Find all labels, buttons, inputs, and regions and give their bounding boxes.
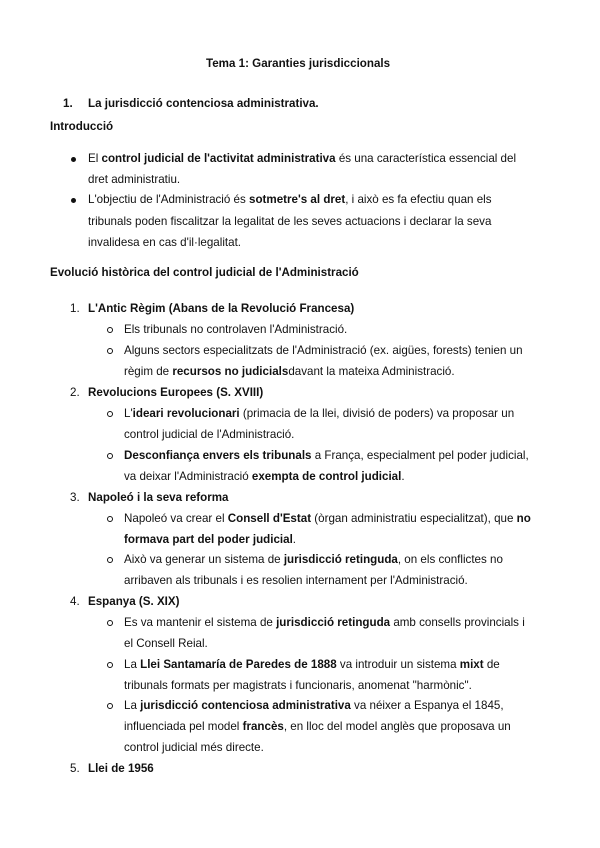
intro-bullet-2-line3: invalidesa en cas d'il·legalitat.: [88, 236, 242, 249]
sub-item: Alguns sectors especialitzats de l'Administració (ex. aigües, forests) tenien un: [124, 344, 523, 357]
sub-item-line2: règim de recursos no judicialsdavant la mateixa Administració.: [124, 365, 455, 378]
list-number: 2.: [70, 386, 80, 399]
section-heading: La jurisdicció contenciosa administrativa.: [88, 97, 319, 110]
sub-item-line3: control judicial més directe.: [124, 741, 264, 754]
sub-item-line2: formava part del poder judicial.: [124, 533, 297, 546]
intro-bullet-2: L'objectiu de l'Administració és sotmetre's al dret, i això es fa efectiu quan els: [88, 193, 492, 206]
list-item-title: Napoleó i la seva reforma: [88, 491, 229, 504]
sub-item: La jurisdicció contenciosa administrativa va néixer a Espanya el 1845,: [124, 699, 504, 712]
intro-label: Introducció: [50, 120, 114, 133]
sub-item-line2: influenciada pel model francès, en lloc del model anglès que proposava un: [124, 720, 511, 733]
sub-item-line2: tribunals formats per magistrats i funcionaris, anomenat "harmònic".: [124, 679, 472, 692]
list-number: 4.: [70, 595, 80, 608]
sub-item: L'ideari revolucionari (primacia de la llei, divisió de poders) va proposar un: [124, 407, 515, 420]
evolution-heading: Evolució històrica del control judicial de l'Administració: [50, 266, 359, 279]
list-number: 3.: [70, 491, 80, 504]
sub-bullet-icon: [107, 703, 113, 709]
heading-number: 1.: [63, 97, 73, 110]
intro-bullet-1: El control judicial de l'activitat administrativa és una característica essencial del: [88, 152, 517, 165]
list-item-title: L'Antic Règim (Abans de la Revolució Francesa): [88, 302, 355, 315]
sub-bullet-icon: [107, 327, 113, 333]
intro-bullet-2-line2: tribunals poden fiscalitzar la legalitat de les seves actuacions i declarar la seva: [88, 215, 492, 228]
sub-item-line2: va deixar l'Administració exempta de control judicial.: [124, 470, 405, 483]
sub-item-line2: arribaven als tribunals i es resolien internament per l'Administració.: [124, 574, 468, 587]
sub-bullet-icon: [107, 557, 113, 563]
sub-item: Desconfiança envers els tribunals a França, especialment pel poder judicial,: [124, 449, 529, 462]
sub-bullet-icon: [107, 620, 113, 626]
page-title: Tema 1: Garanties jurisdiccionals: [206, 57, 391, 70]
sub-item: Es va mantenir el sistema de jurisdicció retinguda amb consells provincials i: [124, 616, 525, 629]
sub-bullet-icon: [107, 348, 113, 354]
list-item-title: Espanya (S. XIX): [88, 595, 180, 608]
sub-bullet-icon: [107, 516, 113, 522]
sub-bullet-icon: [107, 453, 113, 459]
sub-item-line2: control judicial de l'Administració.: [124, 428, 295, 441]
sub-item: La Llei Santamaría de Paredes de 1888 va introduir un sistema mixt de: [124, 658, 500, 671]
sub-bullet-icon: [107, 662, 113, 668]
sub-item: Els tribunals no controlaven l'Administració.: [124, 323, 348, 336]
sub-item: Napoleó va crear el Consell d'Estat (òrgan administratiu especialitzat), que no: [124, 512, 531, 525]
list-item-title: Llei de 1956: [88, 762, 154, 775]
sub-bullet-icon: [107, 411, 113, 417]
list-number: 5.: [70, 762, 80, 775]
intro-bullet-1-line2: dret administratiu.: [88, 173, 181, 186]
bullet-icon: [71, 198, 76, 203]
sub-item: Això va generar un sistema de jurisdicció retinguda, on els conflictes no: [124, 553, 503, 566]
bullet-icon: [71, 157, 76, 162]
list-number: 1.: [70, 302, 80, 315]
list-item-title: Revolucions Europees (S. XVIII): [88, 386, 264, 399]
sub-item-line2: el Consell Reial.: [124, 637, 208, 650]
